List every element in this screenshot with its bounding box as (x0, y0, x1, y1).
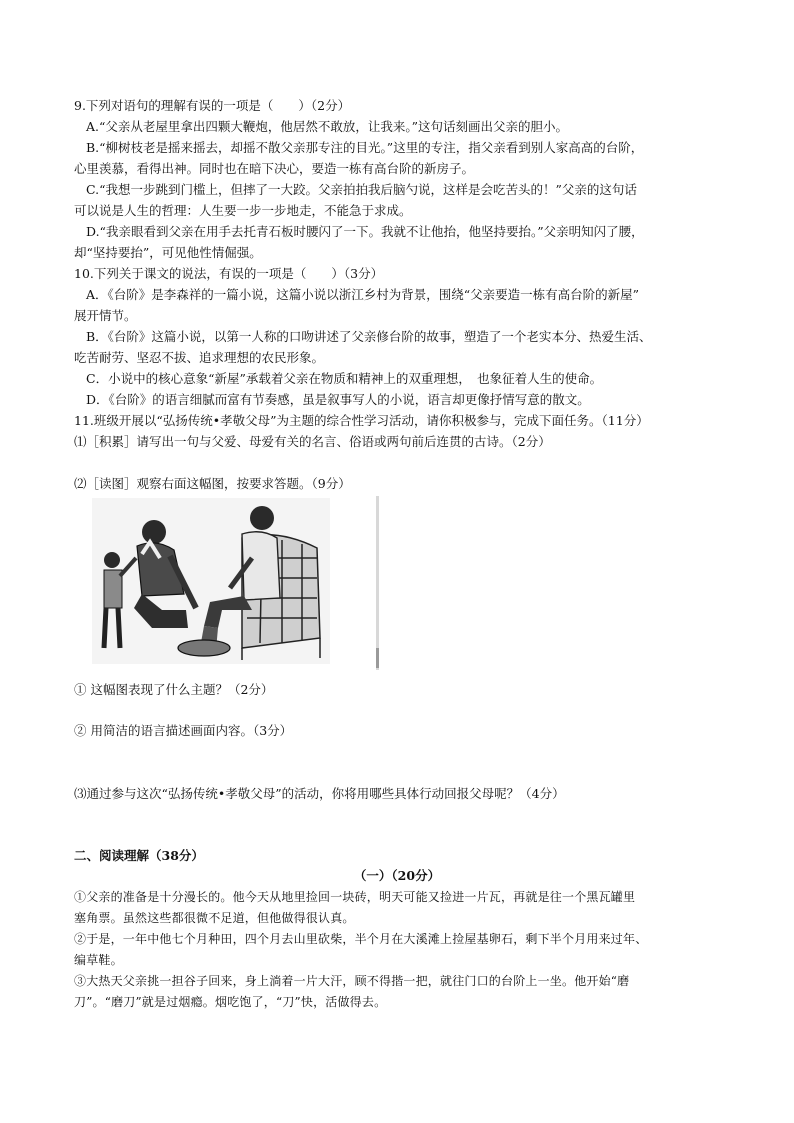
q9-option-c-line2: 可以说是人生的哲理：人生要一步一步地走，不能急于求成。 (74, 203, 412, 218)
q11-part2-sub2: ② 用简洁的语言描述画面内容。（3分） (74, 723, 293, 738)
q9-option-b-line1: B.“柳树枝老是摇来摇去，却摇不散父亲那专注的目光。”这里的专注，指父亲看到别人家高高的台阶， (86, 140, 644, 155)
passage-para2-line2: 编草鞋。 (74, 953, 123, 967)
passage-para3-line2: 刀”。“磨刀”就是过烟瘾。烟吃饱了，“刀”快，活做得去。 (74, 995, 387, 1009)
q9-option-c-line1: C.“我想一步跳到门槛上，但摔了一大跤。父亲拍拍我后脑勺说，这样是会吃苦头的！”父亲的这句话 (86, 182, 637, 197)
scroll-mark (376, 648, 379, 668)
q9-option-b-line2: 心里羡慕，看得出神。同时也在暗下决心，要造一栋有高台阶的新房子。 (74, 161, 475, 176)
image-border-line (376, 496, 379, 670)
wash-basin-graphic (178, 640, 230, 656)
q9-stem: 9.下列对语句的理解有误的一项是（ ）（2分） (74, 98, 351, 113)
q11-part3: ⑶通过参与这次“弘扬传统•孝敬父母”的活动，你将用哪些具体行动回报父母呢？（4分） (74, 786, 565, 801)
passage-para1-line2: 塞角票。虽然这些都很微不足道，但他做得很认真。 (74, 911, 355, 925)
section2-subheading: （一）（20分） (353, 868, 441, 883)
q10-option-b-line2: 吃苦耐劳、坚忍不拔、追求理想的农民形象。 (74, 350, 325, 365)
q9-option-d-line1: D.“我亲眼看到父亲在用手去托青石板时腰闪了一下。我就不让他抬，他坚持要抬。”父亲明知闪了腰， (86, 224, 644, 239)
q10-option-c: C．小说中的核心意象“新屋”承载着父亲在物质和精神上的双重理想， 也象征着人生的使命。 (86, 371, 603, 386)
q10-option-a-line2: 展开情节。 (74, 308, 137, 323)
section2-heading: 二、阅读理解（38分） (74, 848, 204, 863)
q11-stem: 11.班级开展以“弘扬传统•孝敬父母”为主题的综合性学习活动，请你积极参与，完成下面任务。（11分） (74, 413, 649, 428)
q11-part1: ⑴［积累］请写出一句与父爱、母爱有关的名言、俗语或两句前后连贯的古诗。（2分） (74, 434, 551, 449)
passage-para1-line1: ①父亲的准备是十分漫长的。他今天从地里捡回一块砖，明天可能又捡进一片瓦，再就是往一个黑瓦罐里 (74, 890, 636, 904)
q9-option-d-line2: 却“坚持要抬”，可见他性情倔强。 (74, 245, 262, 260)
passage-para2-line1: ②于是，一年中他七个月种田，四个月去山里砍柴，半个月在大溪滩上捡屋基卵石，剩下半个月用来过年、 (74, 932, 648, 946)
family-illustration-image (92, 498, 330, 664)
q10-option-b-line1: B．《台阶》这篇小说，以第一人称的口吻讲述了父亲修台阶的故事，塑造了一个老实本分、热爱生活、 (86, 329, 652, 344)
passage-para3-line1: ③大热天父亲挑一担谷子回来，身上淌着一片大汗，顾不得揩一把，就往门口的台阶上一坐。他开始“磨 (74, 974, 630, 988)
q11-part2: ⑵［读图］观察右面这幅图，按要求答题。（9分） (74, 476, 351, 491)
q9-option-a: A.“父亲从老屋里拿出四颗大鞭炮，他居然不敢放，让我来。”这句话刻画出父亲的胆小。 (86, 119, 569, 134)
q10-option-d: D．《台阶》的语言细腻而富有节奏感，虽是叙事写人的小说，语言却更像抒情写意的散文。 (86, 392, 590, 407)
q10-option-a-line1: A．《台阶》是李森祥的一篇小说，这篇小说以浙江乡村为背景，围绕“父亲要造一栋有高台阶的新屋” (86, 287, 640, 302)
q11-part2-sub1: ① 这幅图表现了什么主题？（2分） (74, 682, 274, 697)
q10-stem: 10.下列关于课文的说法，有误的一项是（ ）（3分） (74, 266, 384, 281)
